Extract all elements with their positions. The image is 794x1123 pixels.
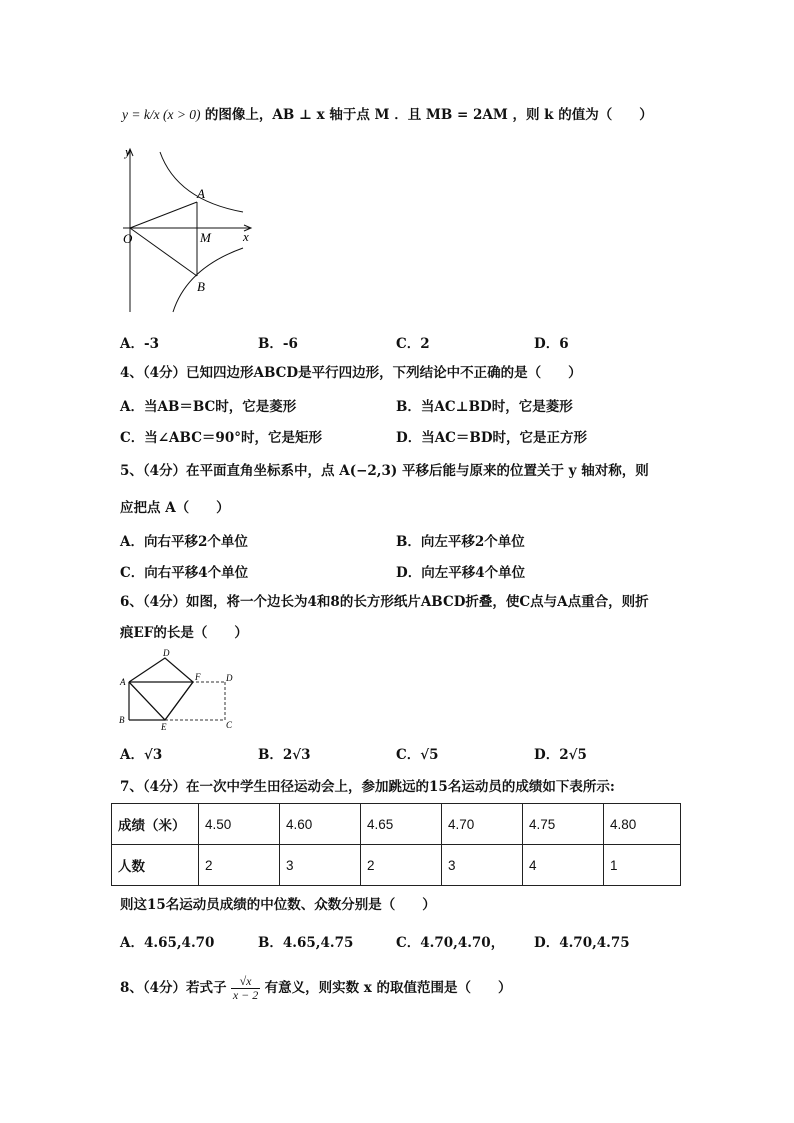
q3-option-d[interactable]: D．6: [534, 336, 569, 352]
fold-ef: [165, 682, 193, 720]
q7-option-a[interactable]: A．4.65,4.70: [120, 935, 215, 951]
q4-option-b[interactable]: B．当AC⊥BD时，它是菱形: [396, 399, 573, 415]
table-header-score: 成绩（米）: [112, 804, 199, 845]
q3-option-c[interactable]: C．2: [396, 336, 430, 352]
lower-curve: [173, 248, 243, 312]
label-y: y: [125, 144, 131, 159]
q8-fraction-den: x − 2: [232, 988, 259, 1002]
label-b: B: [197, 279, 205, 294]
label-f: F: [195, 672, 201, 682]
table-cell: 4.70: [442, 804, 523, 845]
table-row: [112, 845, 681, 886]
q5-option-c[interactable]: C．向右平移4个单位: [120, 565, 249, 581]
table-cell: 4.60: [280, 804, 361, 845]
q4-option-c[interactable]: C．当∠ABC＝90°时，它是矩形: [120, 430, 322, 446]
folded-shape: [129, 658, 193, 720]
label-o: O: [123, 231, 133, 246]
label-b: B: [119, 715, 125, 725]
label-d: D: [226, 673, 233, 683]
table-cell: 4.75: [523, 804, 604, 845]
q3-stem-text: 的图像上，AB ⊥ x 轴于点 M ．且 MB = 2AM ，则 k 的值为（ ）: [204, 107, 653, 123]
q3-stem: [122, 106, 653, 124]
table-cell: 3: [442, 845, 523, 886]
label-a: A: [197, 186, 205, 201]
table-cell: 1: [604, 845, 681, 886]
label-c: C: [226, 720, 233, 730]
q3-option-b[interactable]: B．-6: [258, 336, 298, 352]
q5-option-b[interactable]: B．向左平移2个单位: [396, 534, 525, 550]
label-a: A: [120, 677, 126, 687]
table-header-count: 人数: [112, 845, 199, 886]
label-x: x: [243, 229, 249, 244]
table-cell: 3: [280, 845, 361, 886]
q8-fraction: [231, 975, 260, 1002]
q6-option-c[interactable]: C．√5: [396, 747, 439, 763]
score-table: [111, 803, 681, 886]
q6-stem-line1: 6、（4分）如图，将一个边长为4和8的长方形纸片ABCD折叠，使C点与A点重合，则折: [120, 594, 649, 610]
q7-option-c[interactable]: C．4.70,4.70，: [396, 935, 505, 951]
q8-stem-post: 有意义，则实数 x 的取值范围是（ ）: [264, 980, 512, 996]
table-cell: 4.65: [361, 804, 442, 845]
segment-ae: [129, 682, 165, 720]
segment-ob: [130, 228, 197, 276]
q6-option-b[interactable]: B．2√3: [258, 747, 311, 763]
q7-option-d[interactable]: D．4.70,4.75: [534, 935, 630, 951]
label-e: E: [161, 722, 167, 732]
q8-stem-pre: 8、（4分）若式子: [120, 980, 227, 996]
q7-option-b[interactable]: B．4.65,4.75: [258, 935, 354, 951]
q5-option-d[interactable]: D．向左平移4个单位: [396, 565, 526, 581]
table-cell: 4: [523, 845, 604, 886]
q7-question: 则这15名运动员成绩的中位数、众数分别是（ ）: [120, 897, 436, 913]
q4-option-a[interactable]: A．当AB＝BC时，它是菱形: [120, 399, 297, 415]
segment-oa: [130, 202, 197, 228]
q6-figure: [115, 646, 245, 732]
q8-stem: [120, 975, 512, 1002]
q6-option-a[interactable]: A．√3: [120, 747, 163, 763]
table-cell: 2: [199, 845, 280, 886]
upper-curve: [160, 152, 243, 212]
q3-option-a[interactable]: A．-3: [120, 336, 159, 352]
q5-option-a[interactable]: A．向右平移2个单位: [120, 534, 248, 550]
q4-stem: 4、（4分）已知四边形ABCD是平行四边形，下列结论中不正确的是（ ）: [120, 365, 582, 381]
q6-stem-line2: 痕EF的长是（ ）: [120, 625, 248, 641]
q8-fraction-num: √x: [231, 975, 260, 989]
q7-stem: 7、（4分）在一次中学生田径运动会上，参加跳远的15名运动员的成绩如下表所示:: [120, 779, 615, 795]
q6-option-d[interactable]: D．2√5: [534, 747, 587, 763]
table-cell: 2: [361, 845, 442, 886]
q3-function: y = k/x (x > 0): [122, 107, 201, 122]
label-d-top: D: [163, 648, 170, 658]
q3-figure: [115, 140, 265, 320]
q5-stem-line1: 5、（4分）在平面直角坐标系中，点 A(−2,3) 平移后能与原来的位置关于 y 轴对称，则: [120, 463, 649, 479]
q4-option-d[interactable]: D．当AC＝BD时，它是正方形: [396, 430, 588, 446]
q5-stem-line2: 应把点 A（ ）: [120, 500, 230, 516]
label-m: M: [200, 230, 211, 245]
table-cell: 4.50: [199, 804, 280, 845]
table-cell: 4.80: [604, 804, 681, 845]
table-row: [112, 804, 681, 845]
